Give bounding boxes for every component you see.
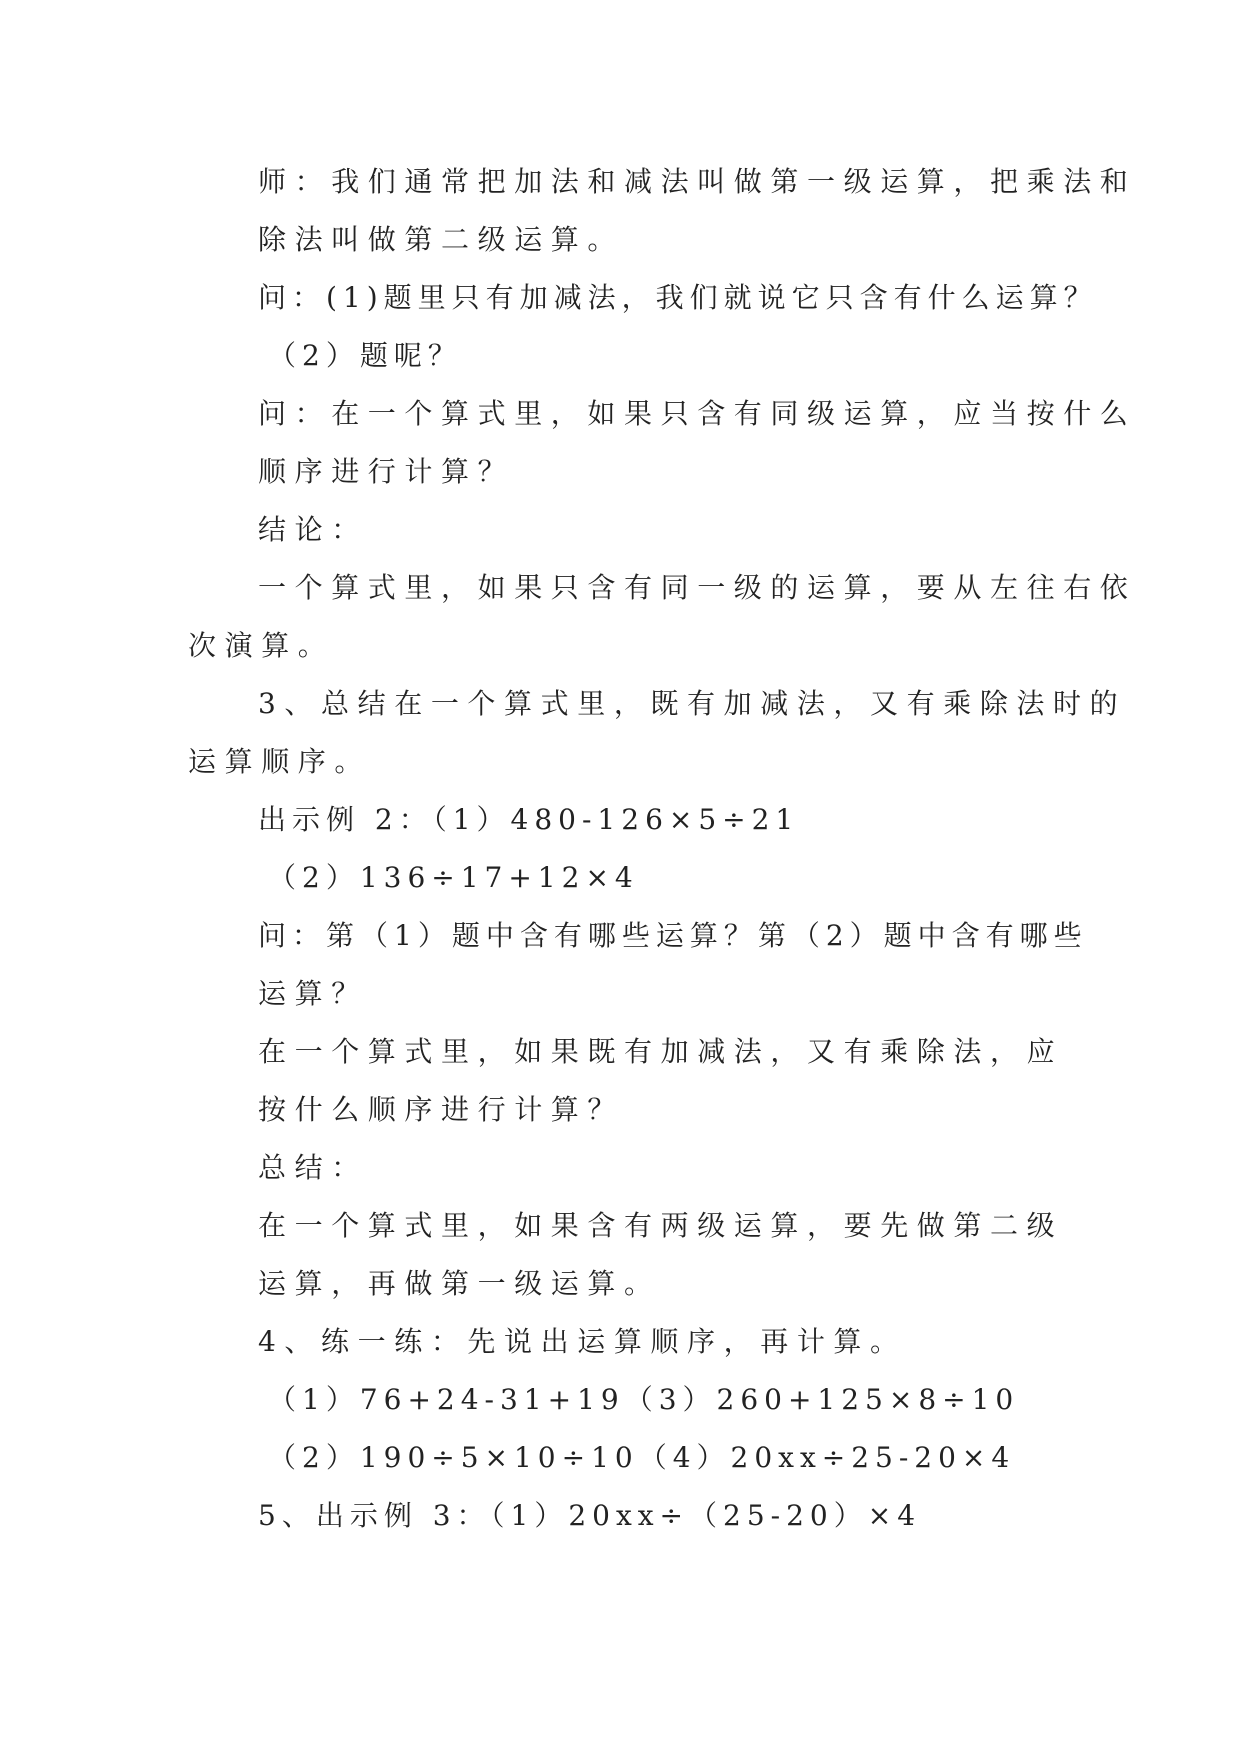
paragraph-line: 顺序进行计算？	[258, 455, 515, 488]
paragraph-line: （2）190÷5×10÷10（4）20xx÷25-20×4	[268, 1441, 1016, 1474]
paragraph-line: 运算，再做第一级运算。	[258, 1267, 661, 1300]
paragraph-line: （2）136÷17+12×4	[268, 861, 639, 894]
paragraph-line: 3、总结在一个算式里，既有加减法，又有乘除法时的	[258, 687, 1127, 720]
paragraph-line: 运算？	[258, 977, 368, 1010]
paragraph-line: 4、练一练：先说出运算顺序，再计算。	[258, 1325, 907, 1358]
paragraph-line: 除法叫做第二级运算。	[258, 223, 625, 256]
paragraph-line: 师：我们通常把加法和减法叫做第一级运算，把乘法和	[258, 165, 1137, 198]
paragraph-line: 5、出示例 3：（1）20xx÷（25-20）×4	[258, 1499, 922, 1532]
paragraph-line: 在一个算式里，如果含有两级运算，要先做第二级	[258, 1209, 1064, 1242]
paragraph-line: 一个算式里，如果只含有同一级的运算，要从左往右依	[258, 571, 1137, 604]
paragraph-line: 问：在一个算式里，如果只含有同级运算，应当按什么	[258, 397, 1137, 430]
paragraph-line: 次演算。	[188, 629, 335, 662]
paragraph-line: （1）76+24-31+19（3）260+125×8÷10	[268, 1383, 1020, 1416]
paragraph-line: 按什么顺序进行计算？	[258, 1093, 625, 1126]
paragraph-line: 结论：	[258, 513, 368, 546]
paragraph-line: 在一个算式里，如果既有加减法，又有乘除法，应	[258, 1035, 1064, 1068]
paragraph-line: 运算顺序。	[188, 745, 372, 778]
paragraph-line: 出示例 2：（1）480-126×5÷21	[258, 803, 800, 836]
paragraph-line: 总结：	[258, 1151, 368, 1184]
paragraph-line: 问：第（1）题中含有哪些运算？第（2）题中含有哪些	[258, 919, 1088, 952]
paragraph-line: 问：(1)题里只有加减法，我们就说它只含有什么运算？	[258, 281, 1098, 314]
paragraph-line: （2）题呢？	[268, 339, 462, 372]
